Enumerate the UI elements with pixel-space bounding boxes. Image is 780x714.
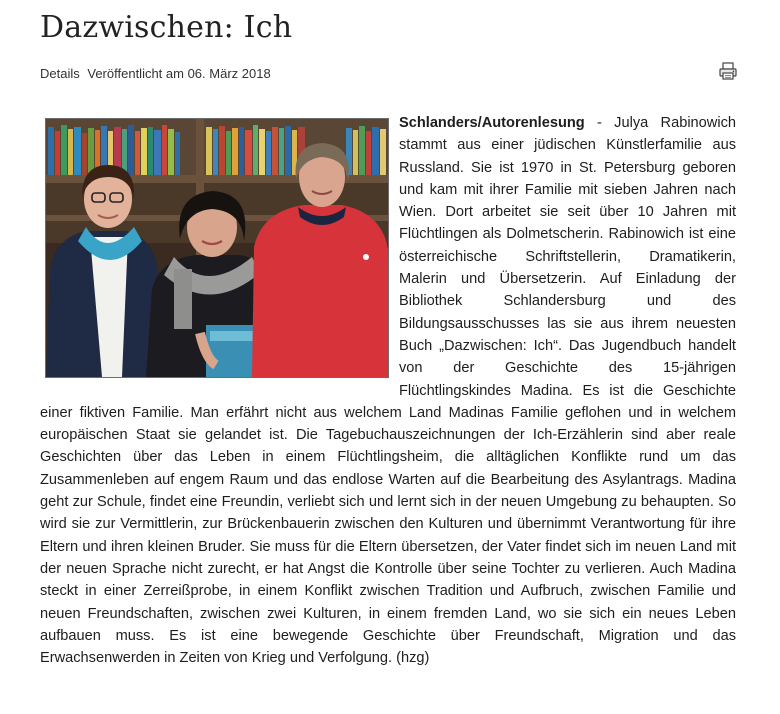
photo-illustration xyxy=(46,119,388,377)
printer-icon[interactable] xyxy=(718,61,738,81)
printer-icon-graphic xyxy=(718,61,738,81)
article-body xyxy=(40,112,736,669)
article-photo xyxy=(45,118,389,378)
article-meta xyxy=(40,66,275,81)
details-label: Details xyxy=(40,66,80,81)
page-title: Dazwischen: Ich xyxy=(40,10,293,45)
article-text: - Julya Rabinowich stammt aus einer jüdischen Künstlerfamilie aus Russland. Sie ist 1970 in St. Petersburg geboren und kam mit ihrer Familie mit sieben Jahren nach Wien. Dort arbeitet sie seit über 10 Jahren mit Flüchtlingen als Dolmetscherin. Rabinowich ist eine österreichische Schriftstellerin, Dramatikerin, Malerin und Übersetzerin. Auf Einladung der Bibliothek Schlandersburg und des Bildungsausschusses las sie aus ihrem neuesten Buch „Dazwischen: Ich“. Das Jugendbuch handelt von der Geschichte des 15-jährigen Flüchtlingskindes Madina. Es ist die Geschichte einer fiktiven Familie. Man erfährt nicht aus welchem Land Madinas Familie geflohen und in welchem europäischen Staat sie gelandet ist. Die Tagebuchauszeichnungen der Ich-Erzählerin sind aber reale Geschichten über das Leben in einem Flüchtlingsheim, die alltäglichen Konflikte rund um das Zusammenleben auf engem Raum und das endlose Warten auf die Bearbeitung des Asylantrags. Madina geht zur Schule, findet eine Freundin, verliebt sich und lernt sich in der neuen Umgebung zu behaupten. So wird sie zur Vermittlerin, zur Brückenbauerin zwischen den Kulturen und übernimmt Verantwortung für ihre Eltern und ihren kleinen Bruder. Sie muss für die Eltern übersetzen, der Vater findet sich im neuen Land mit der neuen Sprache nicht zurecht, er hat Angst die Kontrolle über seine Tochter zu verlieren. Auch Madina steckt in einer Zerreißprobe, in einem Konflikt zwischen Tradition und Aufbruch, zwischen Familie und neuen Freundschaften, zwischen zwei Kulturen, in einem fremden Land, wo sie sich ein neues Leben aufbauen muss. Es ist eine bewegende Geschichte über Freundschaft, Migration und das Erwachsenwerden in Zeiten von Krieg und Verfolgung. (hzg) xyxy=(40,115,736,667)
article-lead: Schlanders/Autorenlesung xyxy=(399,115,585,131)
published-date: Veröffentlicht am 06. März 2018 xyxy=(87,66,271,81)
